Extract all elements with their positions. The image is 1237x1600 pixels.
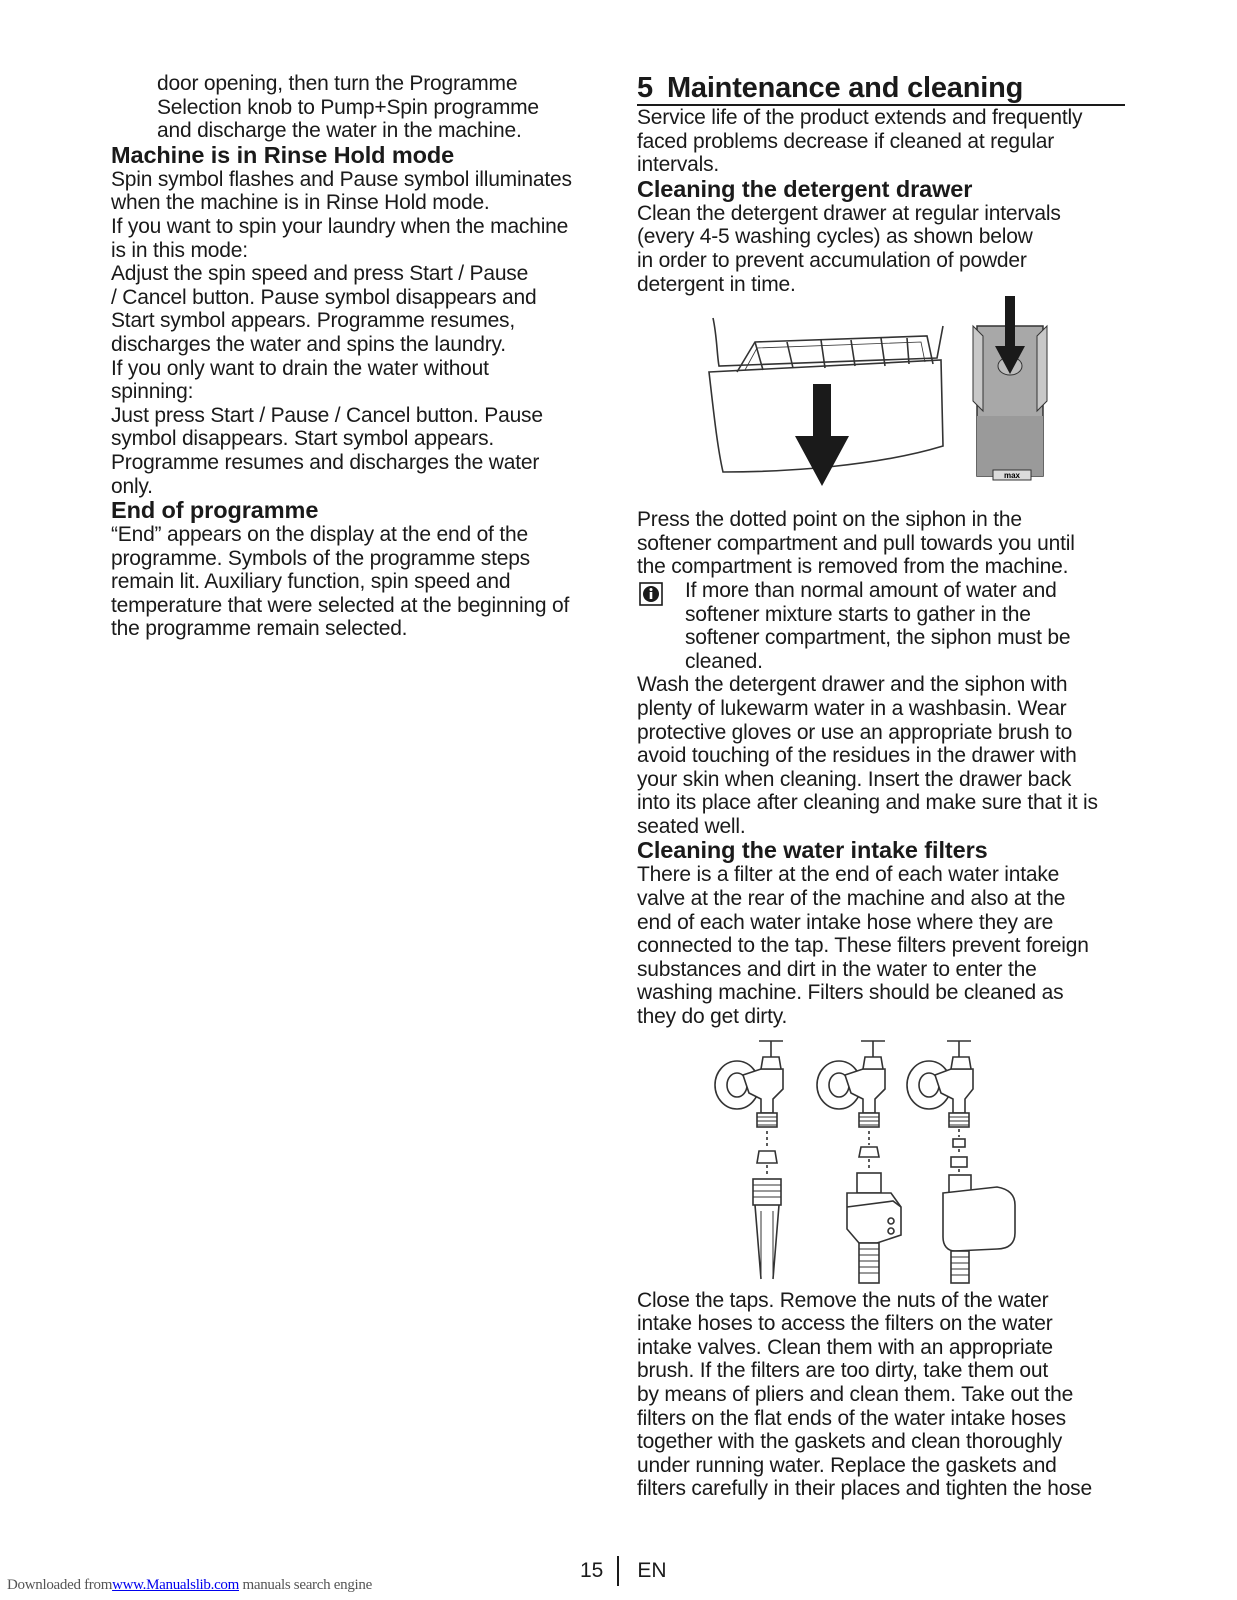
text-line: Adjust the spin speed and press Start / Pause [111, 262, 529, 286]
text-line: plenty of lukewarm water in a washbasin. Wear [637, 696, 1067, 720]
wash-text [637, 673, 1127, 838]
text-line: intake hoses to access the filters on the water [637, 1312, 1053, 1336]
text-line: programme. Symbols of the programme steps [111, 546, 530, 570]
text-line: end of each water intake hose where they are [637, 910, 1054, 934]
text-line: Just press Start / Pause / Cancel button. Pause [111, 403, 543, 427]
section-number: 5 [637, 72, 653, 104]
text-line: There is a filter at the end of each water intake [637, 863, 1060, 887]
text-line: Programme resumes and discharges the water [111, 450, 540, 474]
continued-text [111, 72, 599, 143]
download-notice [7, 1577, 372, 1594]
text-line: Press the dotted point on the siphon in the [637, 508, 1022, 532]
tap-aquastop-hose [817, 1041, 901, 1283]
text-line: If you want to spin your laundry when the machine [111, 214, 569, 238]
rinse-hold-heading: Machine is in Rinse Hold mode [111, 141, 455, 168]
text-line: Spin symbol flashes and Pause symbol illuminates [111, 167, 572, 191]
text-line: intake valves. Clean them with an appropriate [637, 1335, 1053, 1359]
max-label: max [1003, 471, 1021, 481]
text-line: they do get dirty. [637, 1005, 788, 1029]
text-line: your skin when cleaning. Insert the drawer back [637, 767, 1072, 791]
left-column [111, 72, 599, 641]
text-line: under running water. Replace the gaskets and [637, 1453, 1057, 1477]
siphon-text [637, 508, 1127, 579]
intake-filters-heading: Cleaning the water intake filters [637, 837, 988, 864]
end-of-programme-heading: End of programme [111, 497, 319, 524]
page-number: 15 [580, 1559, 604, 1582]
text-line: substances and dirt in the water to enter the [637, 957, 1037, 981]
text-line: intervals. [637, 153, 720, 177]
text-line: If more than normal amount of water and [685, 578, 1057, 602]
text-line: spinning: [111, 380, 194, 404]
text-line: connected to the tap. These filters prevent foreign [637, 934, 1089, 958]
text-line: Start symbol appears. Programme resumes, [111, 309, 515, 333]
text-line: cleaned. [685, 649, 763, 673]
page-footer [580, 1556, 667, 1586]
info-icon [639, 582, 663, 606]
text-line: the programme remain selected. [111, 617, 408, 641]
text-line: Service life of the product extends and frequently [637, 106, 1083, 129]
text-line: remain lit. Auxiliary function, spin speed and [111, 570, 511, 594]
text-line: filters on the flat ends of the water intake hoses [637, 1406, 1066, 1430]
text-line: together with the gaskets and clean thoroughly [637, 1430, 1063, 1454]
text-line: (every 4-5 washing cycles) as shown below [637, 225, 1033, 249]
text-line: softener compartment, the siphon must be [685, 626, 1071, 650]
footer-divider [617, 1556, 619, 1586]
text-line: faced problems decrease if cleaned at regular [637, 129, 1055, 153]
text-line: temperature that were selected at the beginning of [111, 593, 570, 617]
text-line: seated well. [637, 814, 746, 838]
detergent-drawer-heading: Cleaning the detergent drawer [637, 175, 973, 202]
text-line: valve at the rear of the machine and also at the [637, 887, 1066, 911]
text-line: / Cancel button. Pause symbol disappears and [111, 285, 537, 309]
language-code: EN [637, 1559, 667, 1582]
section-heading [637, 72, 1125, 106]
download-prefix: Downloaded from [7, 1577, 113, 1593]
text-line: is in this mode: [111, 238, 248, 262]
text-line: in order to prevent accumulation of powder [637, 248, 1027, 272]
text-line: If you only want to drain the water without [111, 356, 489, 380]
text-line: softener compartment and pull towards you until [637, 531, 1075, 555]
text-line: by means of pliers and clean them. Take out the [637, 1383, 1074, 1406]
section-title: Maintenance and cleaning [666, 72, 1024, 104]
text-line: filters carefully in their places and tighten the hose [637, 1477, 1092, 1501]
text-line: protective gloves or use an appropriate brush to [637, 720, 1073, 744]
info-note [637, 579, 1127, 673]
text-line: only. [111, 474, 153, 498]
text-line: door opening, then turn the Programme [157, 72, 518, 95]
text-line: Selection knob to Pump+Spin programme [157, 95, 539, 119]
filters-instructions [637, 1289, 1127, 1501]
water-taps-illustration [637, 1029, 1127, 1289]
text-line: Wash the detergent drawer and the siphon with [637, 673, 1068, 697]
text-line: “End” appears on the display at the end of the [111, 523, 528, 547]
text-line: detergent in time. [637, 272, 796, 296]
intake-filters-text [637, 863, 1127, 1028]
download-suffix: manuals search engine [239, 1577, 372, 1593]
text-line: brush. If the filters are too dirty, take them out [637, 1359, 1048, 1383]
text-line: into its place after cleaning and make sure that it is [637, 791, 1098, 815]
text-line: the compartment is removed from the machine. [637, 555, 1069, 579]
text-line: avoid touching of the residues in the drawer with [637, 744, 1077, 768]
text-line: Clean the detergent drawer at regular intervals [637, 201, 1061, 225]
tap-standard-hose [715, 1041, 783, 1279]
end-of-programme-text [111, 523, 599, 641]
text-line: discharges the water and spins the laundry. [111, 332, 506, 356]
text-line: Close the taps. Remove the nuts of the water [637, 1288, 1049, 1312]
manualslib-link[interactable]: www.Manualslib.com [112, 1577, 240, 1593]
tap-wall-connector [907, 1041, 1015, 1283]
text-line: washing machine. Filters should be cleaned as [637, 981, 1064, 1005]
text-line: when the machine is in Rinse Hold mode. [111, 191, 490, 215]
right-column [637, 72, 1127, 1501]
detergent-drawer-text [637, 202, 1127, 296]
rinse-hold-text [111, 168, 599, 498]
text-line: softener mixture starts to gather in the [685, 602, 1031, 626]
text-line: symbol disappears. Start symbol appears. [111, 427, 495, 451]
text-line: and discharge the water in the machine. [157, 119, 522, 143]
detergent-drawer-illustration [637, 296, 1127, 508]
section-intro [637, 106, 1127, 177]
